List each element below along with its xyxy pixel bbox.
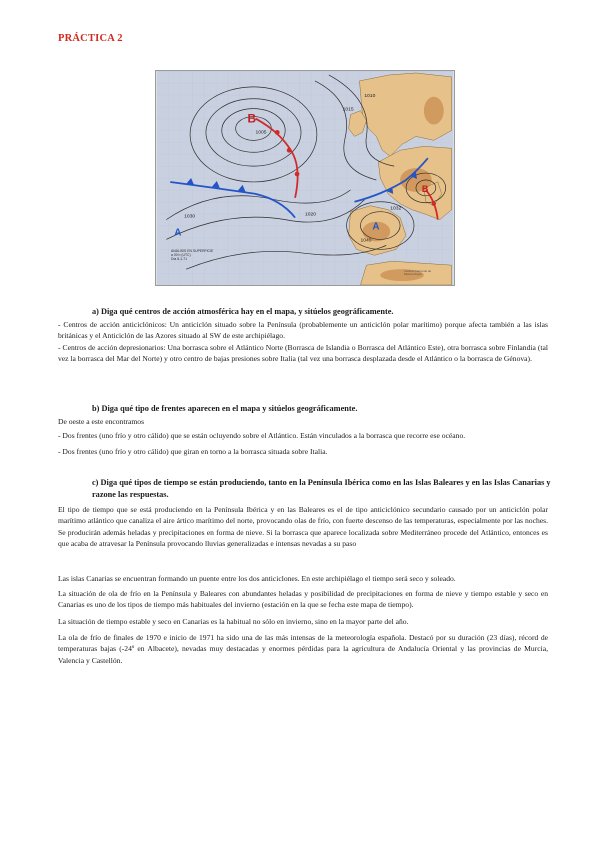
weather-map <box>155 70 455 286</box>
question-a: a) Diga qué centros de acción atmosférica hay en el mapa, y sitúelos geográficamente. <box>92 307 394 316</box>
answer-c-paragraph: Las islas Canarias se encuentran formando un puente entre los dos anticiclones. En este archipiélago el tiempo será seco y soleado. <box>58 574 456 583</box>
isobar-label: 1005 <box>255 130 267 136</box>
answer-c-paragraph: La situación de tiempo estable y seco en Canarias es la habitual no sólo en invierno, sino en la mayor parte del año. <box>58 617 409 626</box>
answer-a-anticyclones: - Centros de acción anticiclónicos: Un anticiclón situado sobre la Península (probablemente un anticiclón polar marítimo) porque afecta también a las islas británicas y el Anticiclón de las Azores situado al SW de este archipiélago. <box>58 320 548 341</box>
map-caption-line: Día 8-1-71 <box>171 257 188 262</box>
answer-a-depressions: - Centros de acción depresionarios: Una borrasca sobre el Atlántico Norte (Borrasca de Islandia o Borrasca del Atlántico Este), otra borrasca sobre Finlandia (tal vez la borrasca del Mar del Norte) y otro centro de bajas presiones sobre Italia (tal vez una borrasca desplazada desde el Atlántico o la borrasca de Génova). <box>58 343 548 364</box>
question-c: c) Diga qué tipos de tiempo se están produciendo, tanto en la Península Ibérica como en las Islas Baleares y en las Islas Canarias y razone las respuestas. <box>92 478 551 499</box>
page-title: PRÁCTICA 2 <box>58 33 123 44</box>
answer-c-paragraph: El tipo de tiempo que se está produciendo en la Península Ibérica y en las Baleares es el de tipo anticiclónico secundario causado por un anticiclón polar marítimo atlántico que canaliza el aire ártico marítimo del norte, provocando olas de frío, con fuerte descenso de las temperaturas, especialmente por las noches. Se producirán además heladas y precipitaciones en forma de nieve. Si la borrasca que aparece localizada sobre Mediterráneo procede del Atlántico, entonces es que acaba de atravesar la Península provocando lluvias generalizadas e intensas nevadas a su paso <box>58 505 548 549</box>
low-label-italy: B <box>421 183 429 194</box>
high-label-azores: A <box>174 227 182 239</box>
isobar-label: 1020 <box>305 212 316 218</box>
high-label-iberia: A <box>372 221 380 233</box>
isobar-label: 1015 <box>342 107 354 113</box>
answer-b-intro: De oeste a este encontramos <box>58 417 145 426</box>
answer-c-paragraph: La situación de ola de frío en la Península y Baleares con abundantes heladas y posibilidad de precipitaciones en forma de nieve y tiempo estable y seco en Canarias es uno de los tipos de tiempo más habituales del invierno (estación en la que se fecha este mapa de tiempo). <box>58 589 548 610</box>
low-label-north: B <box>247 111 257 126</box>
isobar-label: 1032 <box>390 206 402 212</box>
isobar-label: 1010 <box>364 93 376 99</box>
answer-c-paragraph: La ola de frío de finales de 1970 e inicio de 1971 ha sido una de las más intensas de la meteorología española. Destacó por su duración (23 días), récord de temperaturas bajas (-24º en Albacete), nevadas muy destacadas y enormes pérdidas para la agricultura de Andalucía Oriental y las provincias de Murcia, Valencia y Castellón. <box>58 633 548 665</box>
isobar-label: 1040 <box>360 238 372 244</box>
map-caption-line: a 00 h (UTC) <box>171 253 191 258</box>
map-caption-line: ANÁLISIS EN SUPERFICIE <box>171 249 214 253</box>
answer-b-item: - Dos frentes (uno frío y otro cálido) que giran en torno a la borrasca situada sobre Italia. <box>58 447 328 456</box>
answer-b-item: - Dos frentes (uno frío y otro cálido) que se están ocluyendo sobre el Atlántico. Están vinculados a la borrasca que recorre ese océano. <box>58 431 466 440</box>
map-caption <box>171 249 217 261</box>
question-b: b) Diga qué tipo de frentes aparecen en el mapa y sitúelos geográficamente. <box>92 404 358 413</box>
isobar-label: 1030 <box>184 214 196 220</box>
map-credit: Instituto Nacional de Meteorología <box>404 268 432 277</box>
